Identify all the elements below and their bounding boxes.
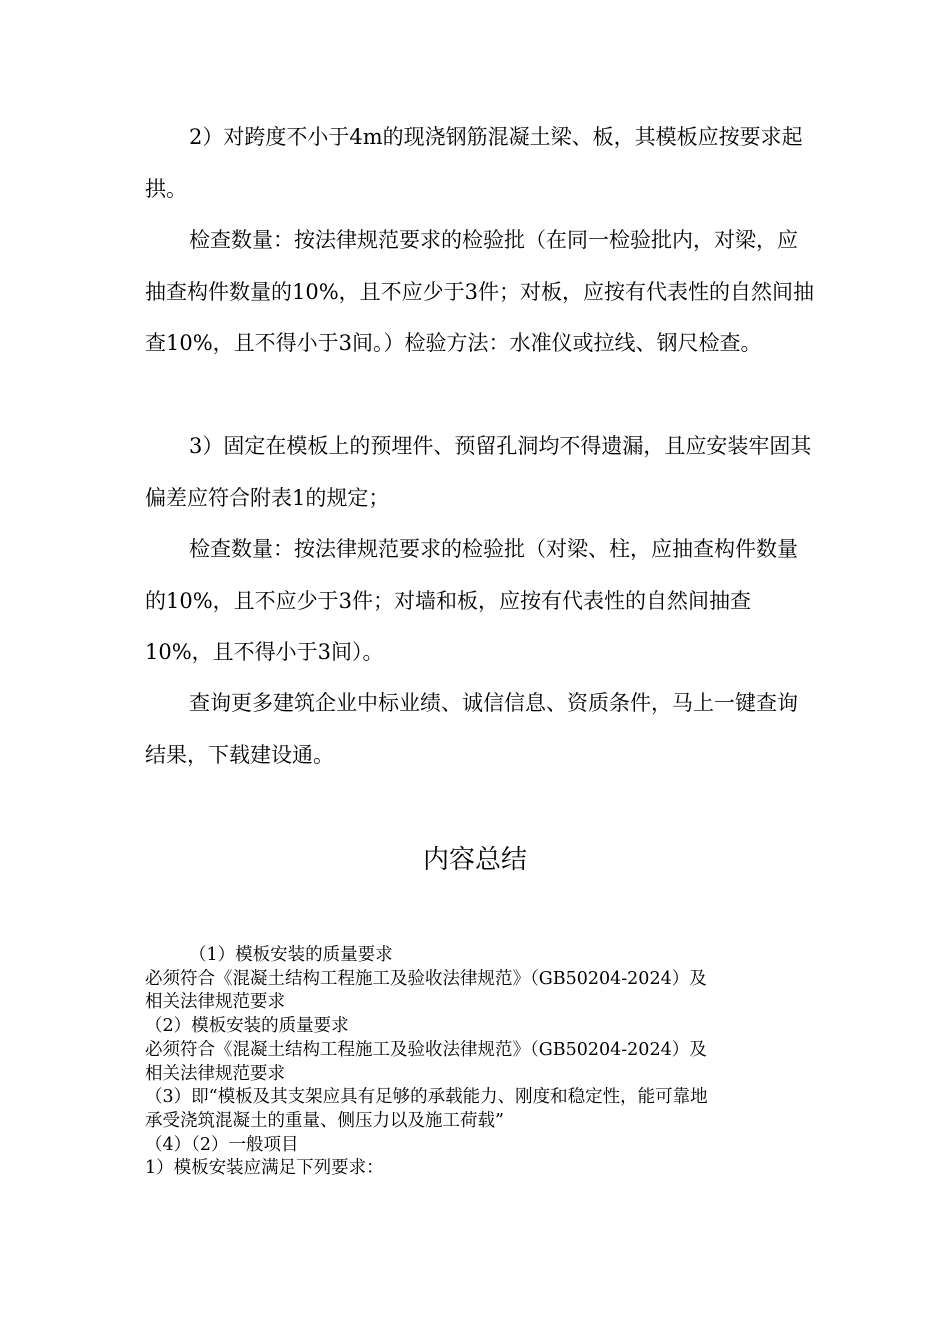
- summary-line: 相关法律规范要求: [145, 992, 285, 1013]
- summary-line: （2）模板安装的质量要求: [145, 1016, 349, 1037]
- summary-block: [145, 944, 815, 1181]
- summary-line: 1）模板安装应满足下列要求：: [145, 1158, 384, 1179]
- summary-line: 承受浇筑混凝土的重量、侧压力以及施工荷载”: [145, 1110, 504, 1131]
- summary-line: （3）即“模板及其支架应具有足够的承载能力、刚度和稳定性，能可靠地: [145, 1087, 708, 1108]
- summary-line: 相关法律规范要求: [145, 1063, 285, 1084]
- summary-title: 内容总结: [422, 845, 527, 875]
- paragraph-embedded-parts: 3）固定在模板上的预埋件、预留孔洞均不得遗漏，且应安装牢固其偏差应符合附表1的规定；: [145, 434, 812, 510]
- paragraph-promo-notice: 查询更多建筑企业中标业绩、诚信信息、资质条件，马上一键查询结果，下载建设通。: [145, 691, 798, 767]
- summary-line: 必须符合《混凝土结构工程施工及验收法律规范》（GB50204-2024）及: [145, 1039, 707, 1060]
- paragraph-inspection-quantity-1: 检查数量：按法律规范要求的检验批（在同一检验批内，对梁，应抽查构件数量的10%，且不应少于3件；对板，应按有代表性的自然间抽查10%，且不得小于3间。）检验方法：水准仪或拉线、钢尺检查。: [145, 228, 815, 355]
- summary-line: （4）（2）一般项目: [145, 1134, 299, 1155]
- summary-line: （1）模板安装的质量要求: [189, 945, 393, 965]
- summary-line: 必须符合《混凝土结构工程施工及验收法律规范》（GB50204-2024）及: [145, 968, 707, 989]
- paragraph-inspection-quantity-2: 检查数量：按法律规范要求的检验批（对梁、柱，应抽查构件数量的10%，且不应少于3件；对墙和板，应按有代表性的自然间抽查10%，且不得小于3间）。: [145, 537, 798, 664]
- paragraph-camber-requirement: 2）对跨度不小于4m的现浇钢筋混凝土梁、板，其模板应按要求起拱。: [145, 125, 803, 201]
